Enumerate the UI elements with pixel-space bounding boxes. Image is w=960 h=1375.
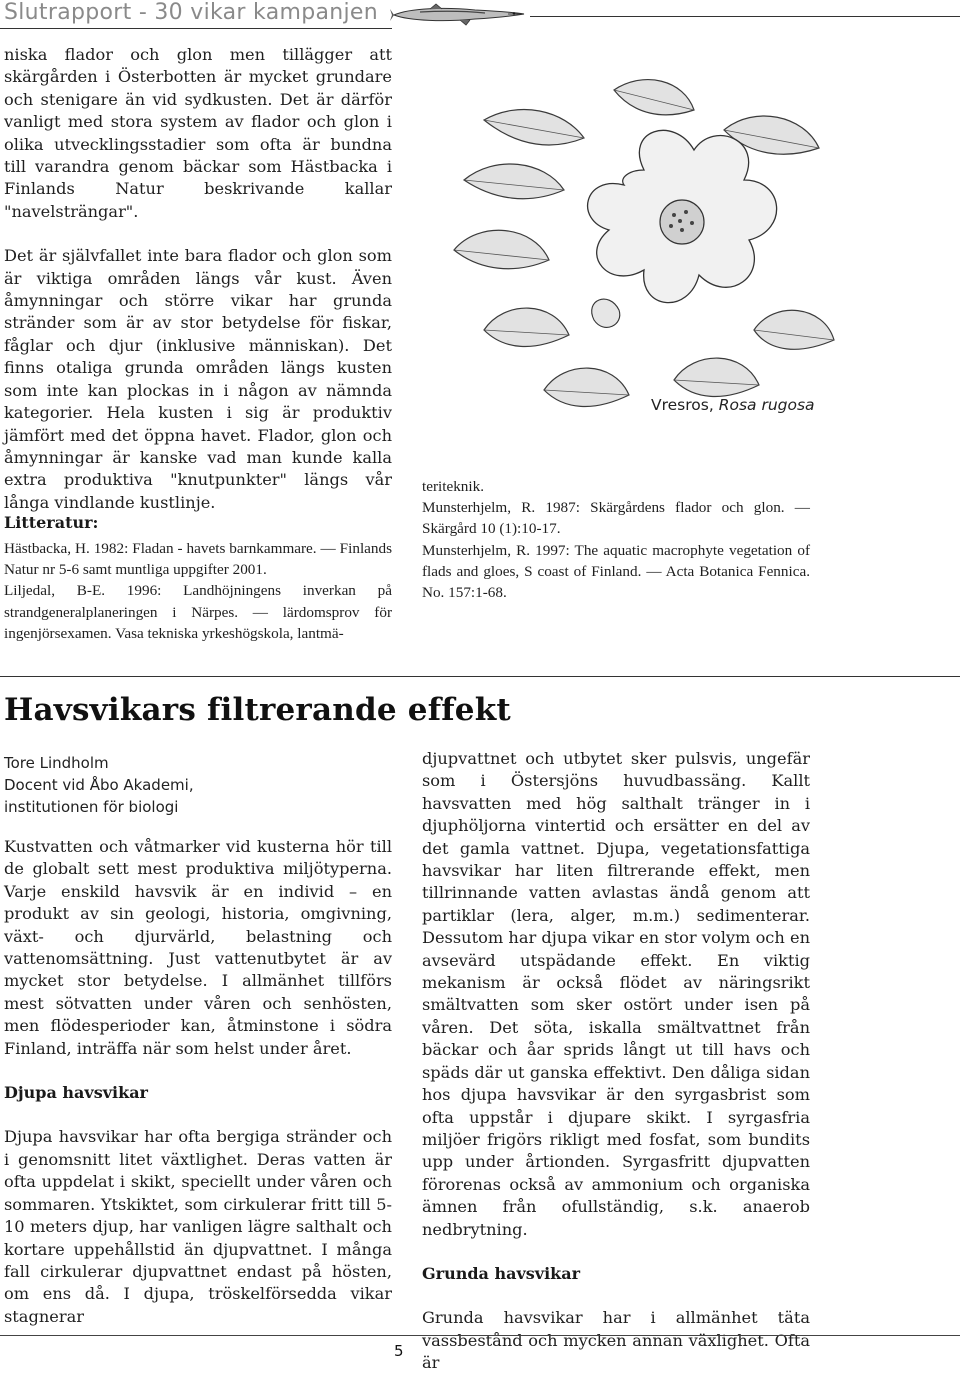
author-role: Docent vid Åbo Akademi, <box>4 776 194 794</box>
literature-item: Hästbacka, H. 1982: Fladan - havets barnkammare. — Finlands Natur nr 5-6 samt muntliga uppgifter 2001. <box>4 540 392 579</box>
paragraph-coastal-areas: Det är självfallet inte bara flador och glon som är viktiga områden längs vår kust. Även åmynningar och större vikar har grunda stränder som är av stor betydelse för fiskar, fåglar och djur (inklusive människan). Det finns otaliga grunda områden längs kusten som inte kan plockas in i någon av nämnda kategorier. Hela kusten i sig är produktiv jämfört med det öppna havet. Flador, glon och åmynningar är kanske vad man kunde kalla extra produktiva "knutpunkter" längs vår långa vindlande kustlinje. <box>4 246 392 512</box>
header-rule-left <box>0 28 392 29</box>
caption-common-name: Vresros, <box>651 396 719 414</box>
author-block <box>4 752 194 818</box>
shallow-bays-paragraph: Grunda havsvikar har i allmänhet täta vassbestånd och mycken annan växlighet. Ofta är <box>422 1308 810 1373</box>
author-department: institutionen för biologi <box>4 798 179 816</box>
literature-item: Munsterhjelm, R. 1987: Skärgårdens flador och glon. — Skärgård 10 (1):10-17. <box>422 499 810 538</box>
footer-rule <box>0 1335 960 1336</box>
figure-caption <box>651 396 815 414</box>
section-heading-shallow-bays: Grunda havsvikar <box>422 1263 581 1283</box>
header-rule-right <box>530 16 960 17</box>
article-left-column <box>4 836 392 1328</box>
literature-list-right <box>422 476 810 603</box>
literature-item: Munsterhjelm, R. 1997: The aquatic macrophyte vegetation of flads and gloes, S coast of Finland. — Acta Botanica Fennica. No. 157:1-68. <box>422 541 810 602</box>
deep-bays-paragraph: Djupa havsvikar har ofta bergiga stränder och i genomsnitt litet växtlighet. Deras vatten är ofta uppdelat i skikt, speciellt under våren och sommaren. Ytskiktet, som cirkulerar fritt till 5-10 meters djup, har vanligen lägre salthalt och kortare uppehållstid än djupvattnet. I många fall cirkulerar djupvattnet endast på hösten, om ens då. I djupa, tröskelförsedda vikar stagnerar <box>4 1127 392 1326</box>
literature-item: Liljedal, B-E. 1996: Landhöjningens inverkan på strandgeneralplaneringen i Närpes. — lärdomsprov för ingenjörsexamen. Vasa tekniska yrkeshögskola, lantmä- <box>4 582 392 642</box>
running-header-title: Slutrapport - 30 vikar kampanjen <box>4 0 378 25</box>
article-title: Havsvikars filtrerande effekt <box>4 692 511 728</box>
section-divider <box>0 676 960 677</box>
caption-latin-name: Rosa rugosa <box>718 396 815 414</box>
page-number: 5 <box>394 1342 404 1360</box>
deep-bays-continued-paragraph: djupvattnet och utbytet sker pulsvis, ungefär som i Östersjöns huvudbassäng. Kallt havsvatten med hög salthalt tränger in i djuphöljorna vintertid och ersätter en del av det gamla vattnet. Djupa, vegetationsfattiga havsvikar har liten filtrerande effekt, men tillrinnande vatten avlastas ändå genom att partiklar (lera, alger, m.m.) sedimenterar. Dessutom har djupa vikar en stor volym och en avsevärd utspädande effekt. En viktig mekanism är också flödet av näringsrikt smältvatten som sker ostört under isen på våren. Det söta, iskalla smältvattnet från bäckar och åar sprids långt ut till havs och späds där ut ganska effektivt. Den dåliga sidan hos djupa havsvikar är den syrgasbrist som ofta uppstår i djupare skikt. I syrgasfria miljöer frigörs rikligt med fosfat, som bundits upp under årtionden. Syrgasfritt djupvatten förorenas också av ammonium och organiska ämnen från ofullständig, s.k. anaerob nedbrytning. <box>422 749 810 1239</box>
literature-item: teriteknik. <box>422 478 484 495</box>
author-name: Tore Lindholm <box>4 754 109 772</box>
paragraph-intro-continued: niska flador och glon men tillägger att skärgården i Österbotten är mycket grundare och stenigare än vid sydkusten. Det är därför vanligt med stora system av flador och glon i olika utvecklingsstadier som ofta är bundna till varandra genom bäckar som Hästbacka i Finlands Natur beskrivande kallar "navelsträngar". <box>4 45 392 221</box>
literature-heading: Litteratur: <box>4 513 99 532</box>
article-right-column <box>422 748 810 1375</box>
section-heading-deep-bays: Djupa havsvikar <box>4 1083 148 1103</box>
pike-fish-illustration <box>390 2 530 28</box>
literature-list-left <box>4 538 392 644</box>
article-intro-paragraph: Kustvatten och våtmarker vid kusterna hör till de globalt sett mest produktiva miljötyperna. Varje enskild havsvik är en individ – en produkt av sin geologi, historia, omgivning, växt- och djurvärld, belastning och vattenomsättning. Just vattenutbytet är av mycket stor betydelse. I allmänhet tillförs mest sötvatten under våren och senhösten, men flödesperioder kan, åtminstone i södra Finland, inträffa när som helst under året. <box>4 837 392 1058</box>
top-left-column <box>4 44 392 514</box>
